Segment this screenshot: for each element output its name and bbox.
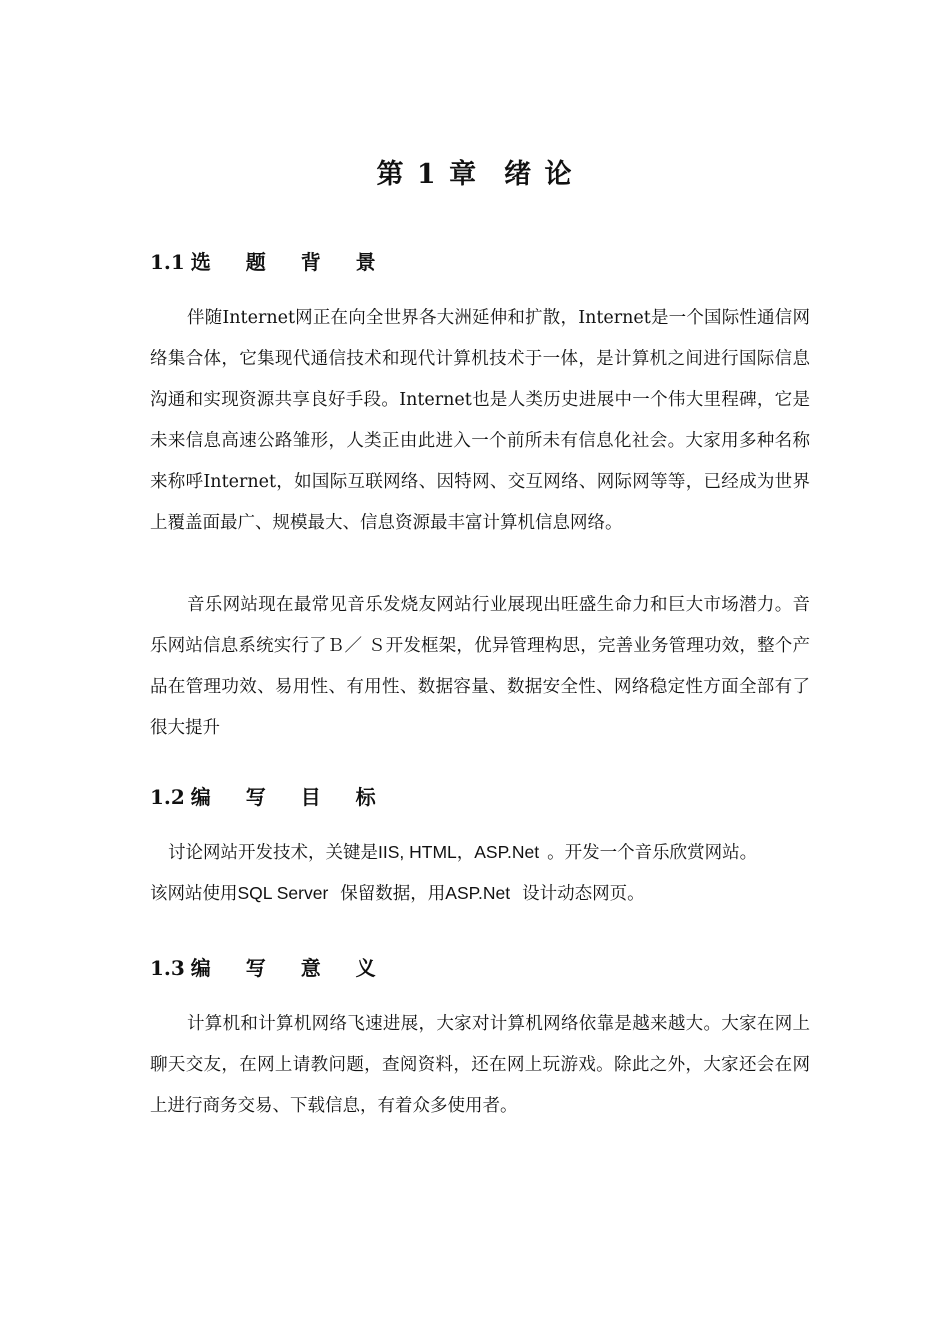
section-number: 1.2: [150, 785, 185, 809]
section-title: 编 写 目 标: [190, 785, 390, 809]
objective-text: 设计动态网页。: [522, 884, 645, 904]
objective-text: 保留数据，用: [340, 884, 446, 904]
objective-text: 该网站使用: [150, 884, 238, 904]
section-title: 选 题 背 景: [190, 250, 390, 274]
objective-line-2: [150, 873, 830, 915]
objective-text: 。开发一个音乐欣赏网站。: [547, 843, 758, 863]
section-number: 1.1: [150, 250, 185, 274]
chapter-name: 绪 论: [504, 159, 574, 190]
objective-tech-asp: ASP.Net: [445, 883, 511, 903]
objective-tech-db: SQL Server: [237, 883, 329, 903]
paragraph-background-1: 伴随Internet网正在向全世界各大洲延伸和扩散，Internet是一个国际性通信网络集合体，它集现代通信技术和现代计算机技术于一体，是计算机之间进行国际信息沟通和实现资源共享良好手段。Internet也是人类历史进展中一个伟大里程碑，它是未来信息高速公路雏形，人类正由此进入一个前所未有信息化社会。大家用多种名称来称呼Internet，如国际互联网络、因特网、交互网络、网际网等等，已经成为世界上覆盖面最广、规模最大、信息资源最丰富计算机信息网络。: [150, 308, 810, 533]
chapter-number: 第 1 章: [376, 159, 479, 190]
objective-line-1: [168, 832, 848, 874]
section-title: 编 写 意 义: [190, 956, 390, 980]
objective-text: 讨论网站开发技术，关键是: [168, 843, 378, 863]
section-heading-1-3: [150, 952, 390, 981]
section-number: 1.3: [150, 956, 185, 980]
objective-tech-list: IIS, HTML，ASP.Net: [378, 842, 540, 862]
paragraph-background-2: 音乐网站现在最常见音乐发烧友网站行业展现出旺盛生命力和巨大市场潜力。音乐网站信息系统实行了Ｂ／ Ｓ开发框架，优异管理构思，完善业务管理功效，整个产品在管理功效、易用性、有用性、数据容量、数据安全性、网络稳定性方面全部有了很大提升: [150, 595, 810, 738]
paragraph-significance: 计算机和计算机网络飞速进展，大家对计算机网络依靠是越来越大。大家在网上聊天交友，在网上请教问题，查阅资料，还在网上玩游戏。除此之外，大家还会在网上进行商务交易、下载信息，有着众多使用者。: [150, 1014, 810, 1116]
section-heading-1-1: [150, 246, 390, 275]
section-heading-1-2: [150, 781, 390, 810]
chapter-title: [0, 152, 950, 191]
